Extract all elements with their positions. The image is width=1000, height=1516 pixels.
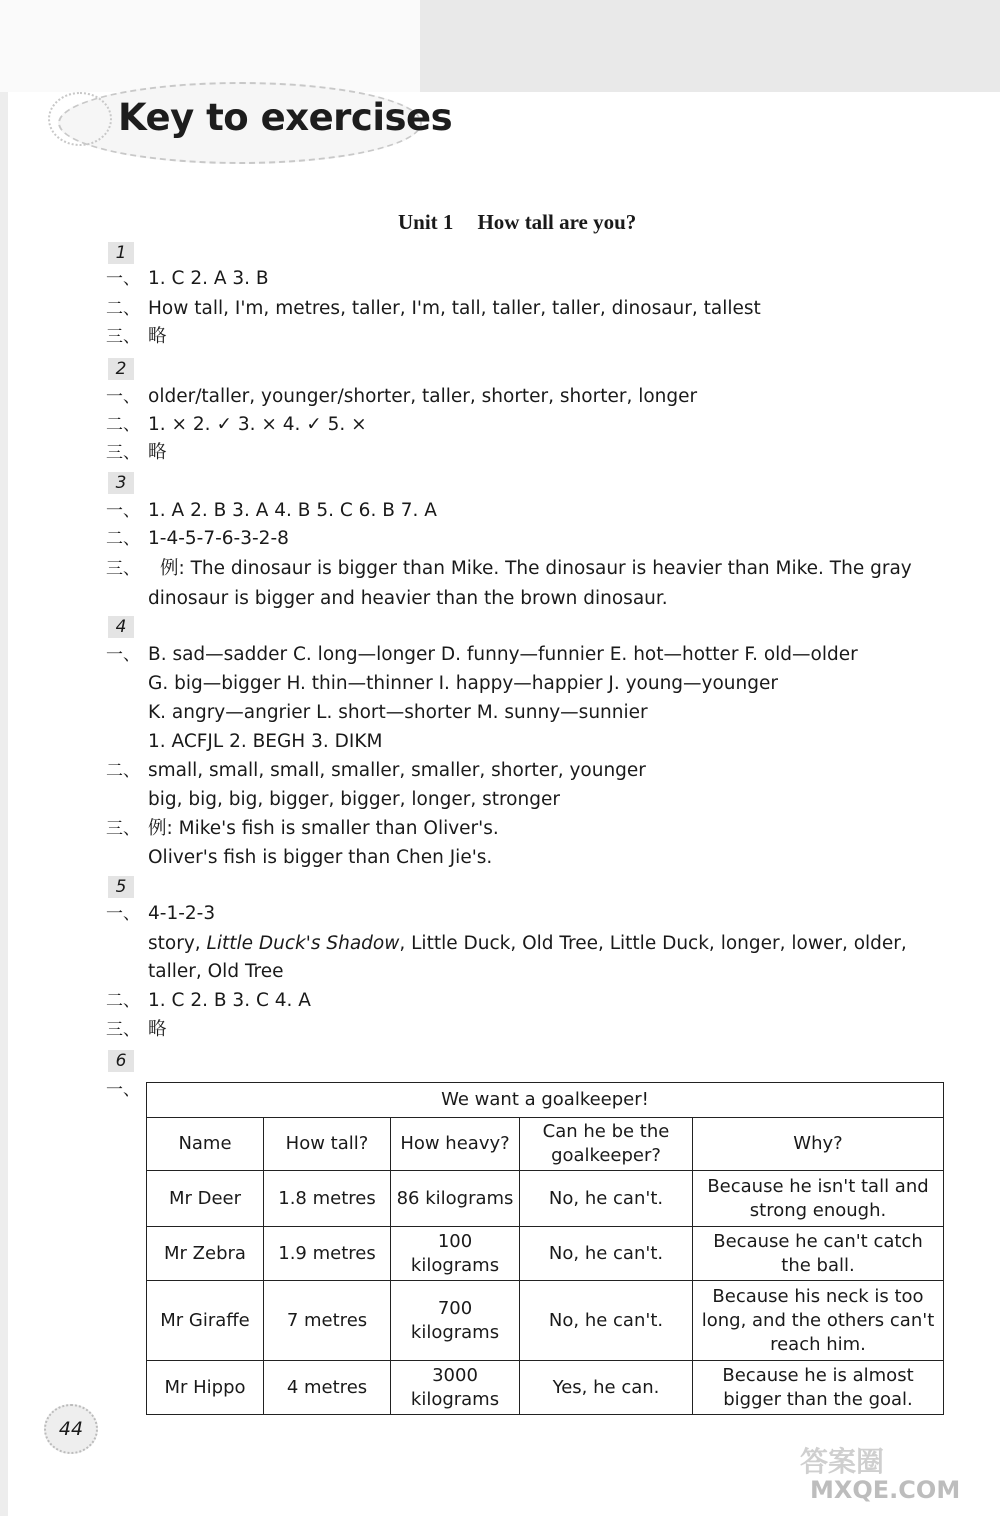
answer-line: 1. A 2. B 3. A 4. B 5. C 6. B 7. A [148, 500, 437, 521]
answer-line: taller, Old Tree [148, 961, 284, 982]
part-label: 一、 [106, 501, 140, 521]
table-cell: 7 metres [264, 1281, 391, 1361]
answer-line: 略 [148, 442, 167, 463]
part-label: 二、 [106, 761, 140, 781]
table-cell: Mr Giraffe [147, 1281, 264, 1361]
answer-line: older/taller, younger/shorter, taller, shorter, shorter, longer [148, 386, 698, 407]
part-label: 一、 [106, 269, 140, 289]
part-label: 一、 [106, 645, 140, 665]
answer-line: 略 [148, 1019, 167, 1040]
section-number: 1 [108, 242, 134, 264]
part-label: 二、 [106, 529, 140, 549]
part-label: 三、 [106, 819, 140, 839]
table-caption: We want a goalkeeper! [147, 1083, 944, 1118]
table-cell: Because he can't catch the ball. [693, 1227, 944, 1281]
answer-line: 1-4-5-7-6-3-2-8 [148, 528, 289, 549]
unit-number: Unit 1 [398, 210, 454, 234]
answer-line: 例: The dinosaur is bigger than Mike. The dinosaur is heavier than Mike. The gray [160, 558, 912, 579]
section-number: 4 [108, 616, 134, 638]
answer-line: 1. C 2. A 3. B [148, 268, 269, 289]
table-cell: Mr Hippo [147, 1361, 264, 1415]
table-cell: 3000 kilograms [391, 1361, 520, 1415]
answer-line: 4-1-2-3 [148, 903, 216, 924]
answer-line: 例: Mike's fish is smaller than Oliver's. [148, 818, 499, 839]
table-cell: Mr Deer [147, 1171, 264, 1227]
answer-line: 1. ACFJL 2. BEGH 3. DIKM [148, 731, 383, 752]
answer-line [148, 932, 907, 956]
section-number: 3 [108, 472, 134, 494]
section-number: 2 [108, 358, 134, 380]
table-header: How tall? [264, 1118, 391, 1171]
table-row [147, 1171, 944, 1227]
part-label: 一、 [106, 904, 140, 924]
table-cell: 86 kilograms [391, 1171, 520, 1227]
answer-line: small, small, small, smaller, smaller, shorter, younger [148, 760, 646, 781]
table-row [147, 1361, 944, 1415]
title-bubble-small [48, 92, 112, 146]
table-cell: Mr Zebra [147, 1227, 264, 1281]
answer-line: 略 [148, 326, 167, 347]
part-label: 三、 [106, 327, 140, 347]
story-prefix: story, [148, 933, 207, 954]
part-label: 二、 [106, 415, 140, 435]
table-cell: 700 kilograms [391, 1281, 520, 1361]
unit-name: How tall are you? [477, 210, 637, 234]
table-cell: No, he can't. [520, 1171, 693, 1227]
table-header: Can he be the goalkeeper? [520, 1118, 693, 1171]
part-label: 三、 [106, 443, 140, 463]
answer-line: dinosaur is bigger and heavier than the brown dinosaur. [148, 588, 668, 609]
table-row [147, 1227, 944, 1281]
unit-heading [398, 210, 636, 235]
answer-line: How tall, I'm, metres, taller, I'm, tall, taller, taller, dinosaur, tallest [148, 298, 761, 319]
answer-line: 1. C 2. B 3. C 4. A [148, 990, 311, 1011]
table-cell: 1.8 metres [264, 1171, 391, 1227]
table-cell: Because he isn't tall and strong enough. [693, 1171, 944, 1227]
table-header: Why? [693, 1118, 944, 1171]
part-label: 三、 [106, 1020, 140, 1040]
part-label: 一、 [106, 387, 140, 407]
part-label: 二、 [106, 991, 140, 1011]
part-label: 一、 [106, 1080, 140, 1100]
story-title: Little Duck's Shadow [206, 933, 400, 954]
goalkeeper-table [146, 1082, 944, 1415]
table-cell: 100 kilograms [391, 1227, 520, 1281]
answer-line: B. sad—sadder C. long—longer D. funny—funnier E. hot—hotter F. old—older [148, 644, 858, 665]
page-number: 44 [44, 1404, 98, 1454]
table-header: Name [147, 1118, 264, 1171]
answer-line: big, big, big, bigger, bigger, longer, stronger [148, 789, 560, 810]
scan-edge [0, 92, 8, 1516]
answer-line: G. big—bigger H. thin—thinner I. happy—happier J. young—younger [148, 673, 778, 694]
header-band [0, 0, 1000, 92]
answer-line: 1. × 2. ✓ 3. × 4. ✓ 5. × [148, 414, 367, 435]
page-title: Key to exercises [118, 96, 453, 139]
table-cell: Because he is almost bigger than the goal. [693, 1361, 944, 1415]
table-cell: No, he can't. [520, 1227, 693, 1281]
table-cell: 4 metres [264, 1361, 391, 1415]
table-cell: 1.9 metres [264, 1227, 391, 1281]
answer-line: Oliver's fish is bigger than Chen Jie's. [148, 847, 493, 868]
table-cell: Yes, he can. [520, 1361, 693, 1415]
table-row [147, 1281, 944, 1361]
section-number: 5 [108, 876, 134, 898]
watermark-url: MXQE.COM [810, 1476, 961, 1504]
table-cell: No, he can't. [520, 1281, 693, 1361]
watermark: 答案圈 [800, 1445, 885, 1478]
answer-line: K. angry—angrier L. short—shorter M. sunny—sunnier [148, 702, 648, 723]
section-number: 6 [108, 1050, 134, 1072]
part-label: 三、 [106, 559, 140, 579]
part-label: 二、 [106, 299, 140, 319]
table-header: How heavy? [391, 1118, 520, 1171]
table-cell: Because his neck is too long, and the others can't reach him. [693, 1281, 944, 1361]
story-suffix: , Little Duck, Old Tree, Little Duck, longer, lower, older, [399, 933, 907, 954]
